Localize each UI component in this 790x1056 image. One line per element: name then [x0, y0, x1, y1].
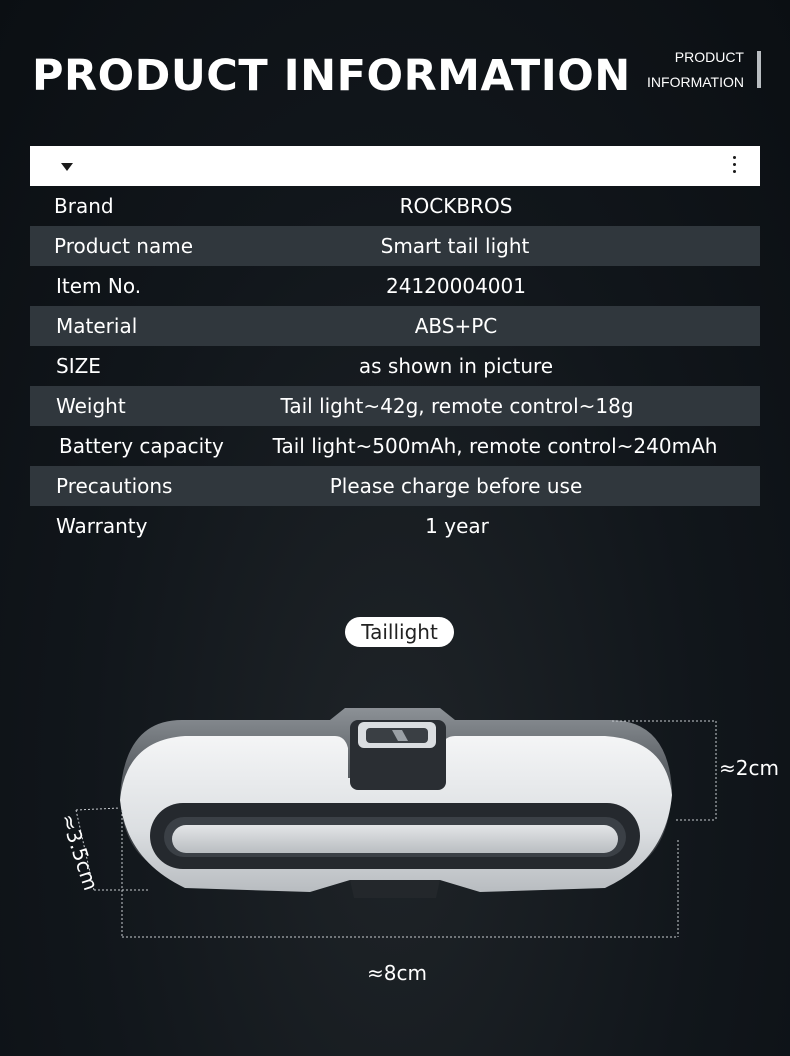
spec-label: Battery capacity: [59, 434, 224, 458]
section-label: [647, 45, 744, 95]
depth-dimension-label: ≈3.5cm: [55, 810, 104, 894]
spec-label: Precautions: [56, 474, 173, 498]
table-row: [30, 186, 760, 226]
triangle-down-icon[interactable]: [61, 163, 73, 171]
spec-value: ABS+PC: [414, 314, 498, 338]
vertical-dots-icon[interactable]: [733, 156, 737, 177]
spec-label: SIZE: [56, 354, 101, 378]
page-title: PRODUCT INFORMATION: [32, 51, 631, 101]
spec-value: 24120004001: [386, 274, 526, 298]
width-dimension-label: ≈8cm: [367, 961, 427, 985]
section-label-line2: INFORMATION: [647, 74, 744, 90]
table-header-bar: [30, 146, 760, 186]
table-row: [30, 506, 760, 546]
spec-label: Material: [56, 314, 138, 338]
spec-value: ROCKBROS: [399, 194, 513, 218]
table-row: [30, 426, 760, 466]
spec-value: Smart tail light: [380, 234, 530, 258]
spec-value: Tail light~42g, remote control~18g: [280, 394, 634, 418]
table-row: [30, 466, 760, 506]
spec-value: 1 year: [425, 514, 489, 538]
spec-table: [30, 186, 760, 546]
taillight-tag: Taillight: [345, 617, 454, 647]
spec-value: Please charge before use: [329, 474, 583, 498]
spec-label: Brand: [54, 194, 114, 218]
spec-label: Warranty: [56, 514, 148, 538]
section-divider: [757, 51, 761, 88]
spec-label: Product name: [54, 234, 194, 258]
spec-label: Item No.: [56, 274, 142, 298]
taillight-product-image: [0, 660, 790, 960]
table-row: [30, 346, 760, 386]
section-label-line1: PRODUCT: [674, 49, 744, 65]
table-row: [30, 386, 760, 426]
spec-value: as shown in picture: [358, 354, 554, 378]
height-dimension-label: ≈2cm: [719, 756, 779, 780]
table-row: [30, 306, 760, 346]
table-row: [30, 226, 760, 266]
spec-value: Tail light~500mAh, remote control~240mAh: [272, 434, 718, 458]
table-row: [30, 266, 760, 306]
spec-label: Weight: [56, 394, 126, 418]
